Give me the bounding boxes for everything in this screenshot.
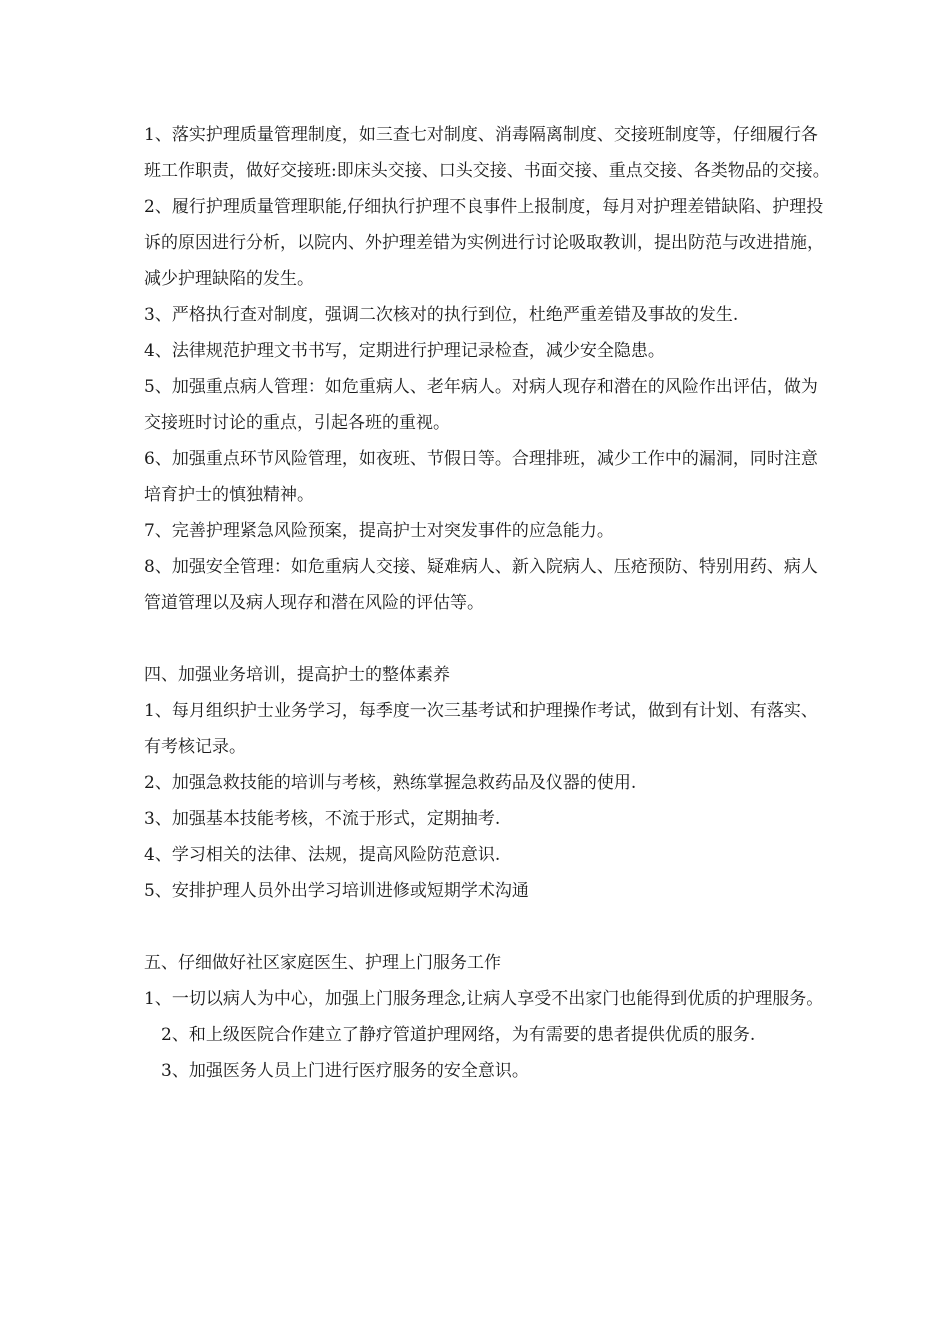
paragraph-spacer (144, 621, 834, 657)
list-item: 6、加强重点环节风险管理，如夜班、节假日等。合理排班，减少工作中的漏洞，同时注意培育护士的慎独精神。 (144, 449, 818, 505)
list-item: 1、一切以病人为中心，加强上门服务理念,让病人享受不出家门也能得到优质的护理服务。 (144, 989, 824, 1009)
list-item: 5、安排护理人员外出学习培训进修或短期学术沟通 (144, 881, 529, 901)
list-item: 4、法律规范护理文书书写，定期进行护理记录检查，减少安全隐患。 (144, 341, 665, 361)
list-item: 8、加强安全管理：如危重病人交接、疑难病人、新入院病人、压疮预防、特别用药、病人管道管理以及病人现存和潜在风险的评估等。 (144, 557, 818, 613)
list-item: 3、加强基本技能考核，不流于形式，定期抽考. (144, 809, 501, 829)
document-body (144, 117, 834, 1089)
list-item: 2、加强急救技能的培训与考核，熟练掌握急救药品及仪器的使用. (144, 773, 637, 793)
paragraph-spacer (144, 909, 834, 945)
section-heading: 五、仔细做好社区家庭医生、护理上门服务工作 (144, 953, 501, 973)
list-item: 2、和上级医院合作建立了静疗管道护理网络，为有需要的患者提供优质的服务. (161, 1025, 756, 1045)
list-item: 1、每月组织护士业务学习，每季度一次三基考试和护理操作考试，做到有计划、有落实、有考核记录。 (144, 701, 818, 757)
section-heading: 四、加强业务培训，提高护士的整体素养 (144, 665, 450, 685)
list-item: 3、严格执行查对制度，强调二次核对的执行到位，杜绝严重差错及事故的发生. (144, 305, 739, 325)
list-item: 3、加强医务人员上门进行医疗服务的安全意识。 (161, 1061, 529, 1081)
list-item: 4、学习相关的法律、法规，提高风险防范意识. (144, 845, 501, 865)
list-item: 5、加强重点病人管理：如危重病人、老年病人。对病人现存和潜在的风险作出评估，做为交接班时讨论的重点，引起各班的重视。 (144, 377, 818, 433)
list-item: 7、完善护理紧急风险预案，提高护士对突发事件的应急能力。 (144, 521, 614, 541)
list-item: 1、落实护理质量管理制度，如三查七对制度、消毒隔离制度、交接班制度等，仔细履行各班工作职责，做好交接班:即床头交接、口头交接、书面交接、重点交接、各类物品的交接。 (144, 125, 830, 181)
list-item: 2、履行护理质量管理职能,仔细执行护理不良事件上报制度，每月对护理差错缺陷、护理投诉的原因进行分析，以院内、外护理差错为实例进行讨论吸取教训，提出防范与改进措施，减少护理缺陷的发生。 (144, 197, 824, 289)
